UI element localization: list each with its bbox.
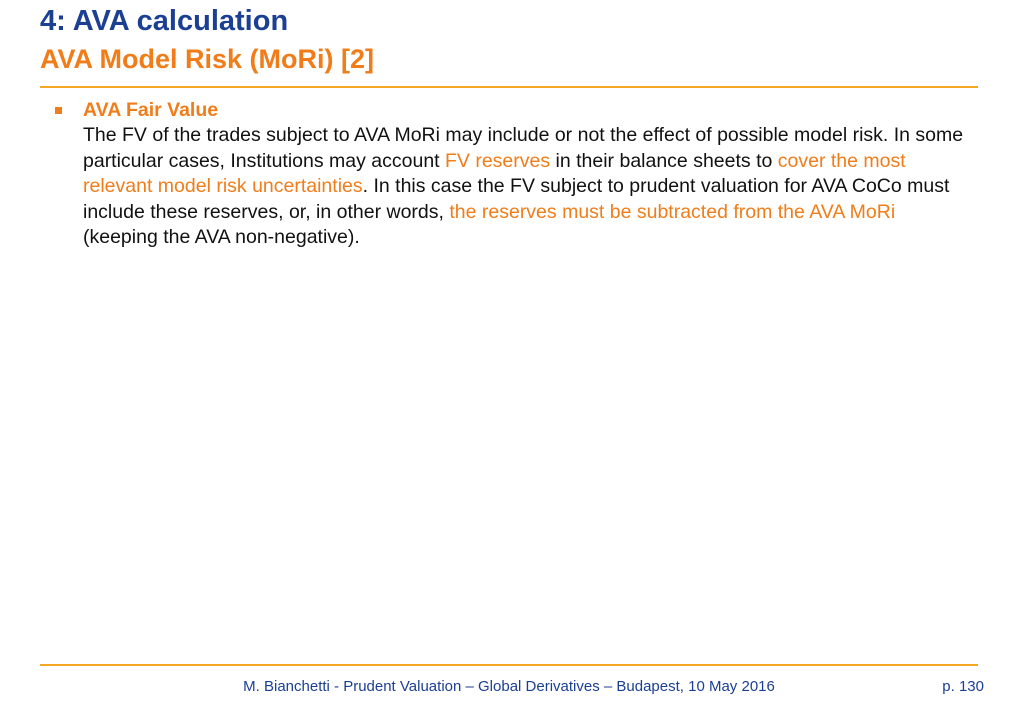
bullet-body [83, 123, 970, 251]
footer-citation: M. Bianchetti - Prudent Valuation – Global Derivatives – Budapest, 10 May 2016 [243, 678, 775, 695]
page-number: p. 130 [942, 678, 984, 695]
body-text: . In this case the FV subject to prudent valuation for AVA CoCo must include these reserves, or, in other words, [83, 175, 950, 223]
body-text: (keeping the AVA non-negative). [83, 226, 360, 248]
bullet-item [40, 98, 970, 251]
body-text: in their balance sheets to [550, 149, 778, 172]
slide-subtitle: AVA Model Risk (MoRi) [2] [40, 44, 374, 74]
footer-divider [40, 664, 978, 666]
highlight-fv-reserves: FV reserves [445, 149, 551, 172]
square-bullet-icon [55, 107, 62, 114]
slide-content [40, 98, 970, 251]
slide-title: 4: AVA calculation [40, 5, 289, 37]
highlight-reserves-subtracted: the reserves must be subtracted from the AVA MoRi [449, 200, 896, 223]
highlight-model-risk-uncertainties: cover the most relevant model risk uncertainties [83, 149, 906, 197]
body-text: The FV of the trades subject to AVA MoRi may include or not the effect of possible model risk. In some particular cases, Institutions may account [83, 124, 964, 172]
header-divider [40, 86, 978, 88]
bullet-heading: AVA Fair Value [83, 99, 219, 121]
